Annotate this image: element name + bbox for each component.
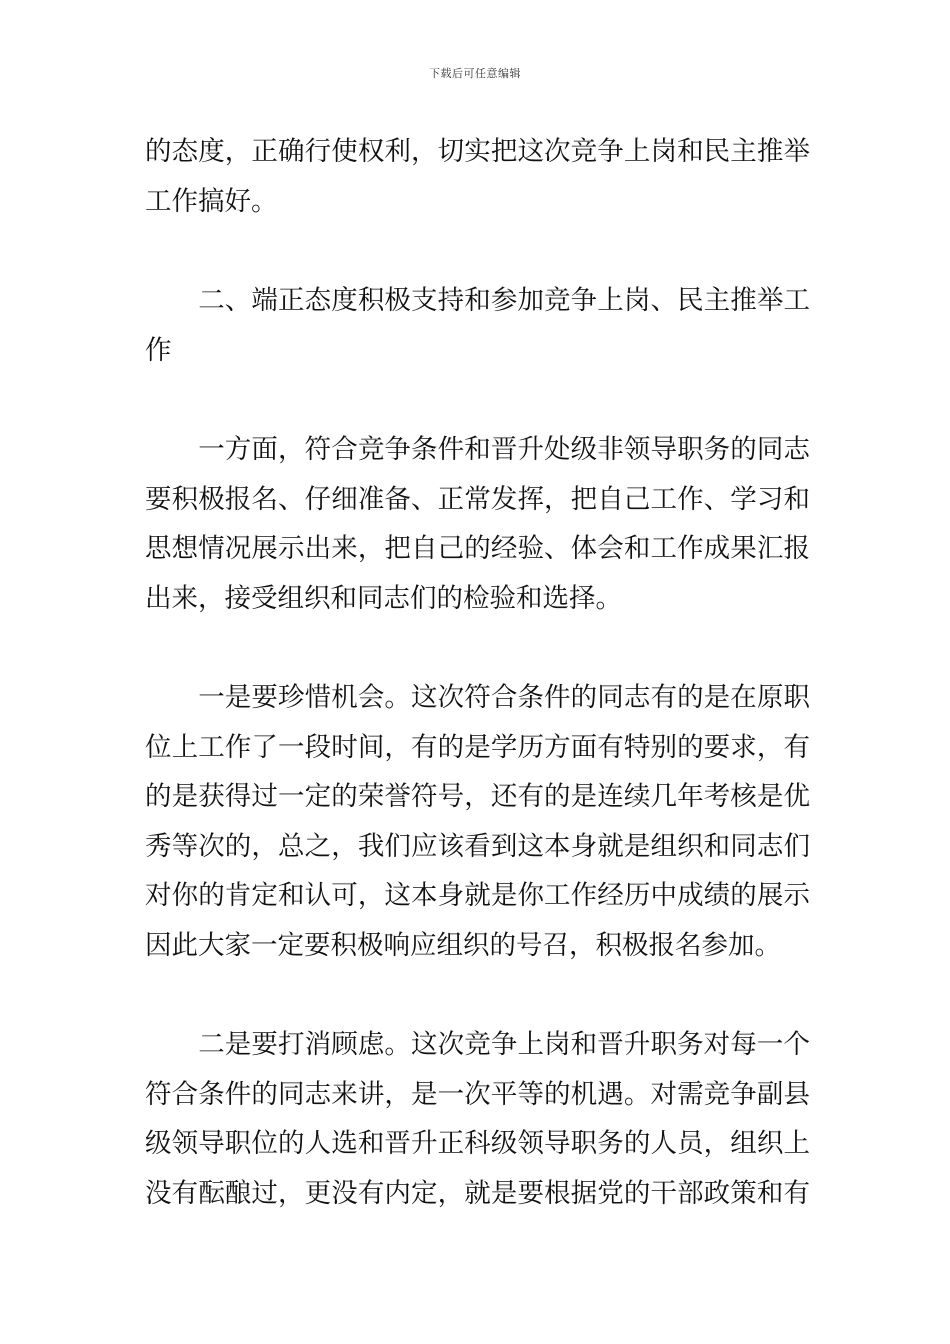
paragraph-gap <box>145 226 810 276</box>
text-line: 工作搞好。 <box>145 185 278 217</box>
text-line: 作 <box>145 334 172 366</box>
paragraph <box>145 1020 810 1218</box>
paragraph <box>145 425 810 623</box>
text-line: 思想情况展示出来，把自己的经验、体会和工作成果汇报 <box>145 533 810 564</box>
page-header: 下载后可任意编辑 <box>429 67 521 80</box>
section-heading <box>145 276 810 375</box>
text-line: 一是要珍惜机会。这次符合条件的同志有的是在原职 <box>145 682 810 713</box>
text-line: 对你的肯定和认可，这本身就是你工作经历中成绩的展示 <box>145 880 810 911</box>
text-line: 位上工作了一段时间，有的是学历方面有特别的要求，有 <box>145 731 810 763</box>
paragraph-gap <box>145 375 810 425</box>
text-line: 一方面，符合竞争条件和晋升处级非领导职务的同志 <box>145 434 810 465</box>
text-line: 二是要打消顾虑。这次竞争上岗和晋升职务对每一个 <box>145 1029 810 1060</box>
paragraph-gap <box>145 970 810 1020</box>
text-line: 出来，接受组织和同志们的检验和选择。 <box>145 582 622 614</box>
text-line: 因此大家一定要积极响应组织的号召，积极报名参加。 <box>145 929 781 961</box>
text-line: 符合条件的同志来讲，是一次平等的机遇。对需竞争副县 <box>145 1078 810 1110</box>
text-line: 秀等次的，总之，我们应该看到这本身就是组织和同志们 <box>145 830 810 862</box>
text-line: 要积极报名、仔细准备、正常发挥，把自己工作、学习和 <box>145 483 810 515</box>
text-line: 没有酝酿过，更没有内定，就是要根据党的干部政策和有 <box>145 1177 810 1209</box>
text-line: 级领导职位的人选和晋升正科级领导职务的人员，组织上 <box>145 1128 810 1159</box>
text-line: 二、端正态度积极支持和参加竞争上岗、民主推举工 <box>145 285 810 316</box>
paragraph <box>145 127 810 226</box>
paragraph-gap <box>145 623 810 673</box>
text-line: 的态度，正确行使权利，切实把这次竞争上岗和民主推举 <box>145 136 810 167</box>
text-line: 的是获得过一定的荣誉符号，还有的是连续几年考核是优 <box>145 781 810 812</box>
paragraph <box>145 673 810 970</box>
document-body <box>145 127 810 1218</box>
